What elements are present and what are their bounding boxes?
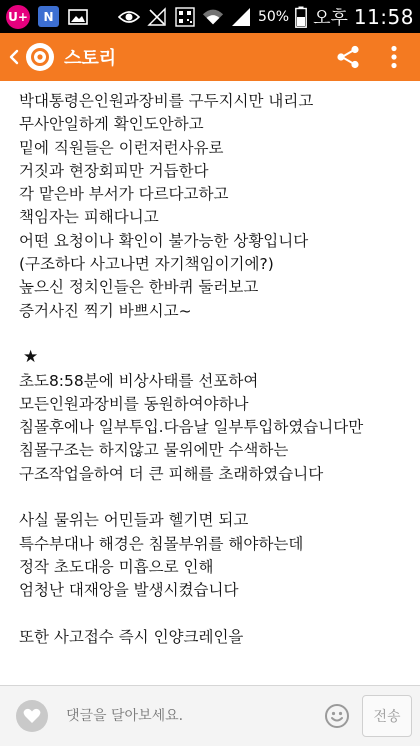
emoji-button[interactable]	[322, 701, 352, 731]
text-line: 밑에 직원들은 이런저런사유로	[19, 138, 224, 157]
back-button[interactable]	[4, 33, 24, 81]
star-marker: ★	[23, 347, 39, 368]
text-line: 구조작업을하여 더 큰 피해를 초래하였습니다	[19, 464, 324, 483]
text-line: (구조하다 사고나면 자기책임이기에?)	[19, 255, 274, 274]
status-bar	[0, 0, 420, 33]
ampm-label: 오후	[313, 7, 348, 29]
text-line: 책임자는 피해다니고	[19, 208, 159, 227]
text-line: 박대통령은인원과장비를 구두지시만 내리고	[19, 92, 314, 110]
text-line: 사실 물위는 어민들과 헬기면 되고	[19, 511, 249, 530]
eye-icon	[118, 6, 140, 28]
battery-icon	[295, 6, 307, 28]
signal-off-icon	[146, 6, 168, 28]
text-line: 높으신 정치인들은 한바퀴 둘러보고	[19, 278, 259, 297]
text-line: 초도8:58분에 비상사태를 선포하여	[19, 371, 259, 390]
back-icon	[9, 49, 19, 65]
heart-icon	[23, 708, 41, 724]
send-button[interactable]: 전송	[362, 695, 412, 737]
blank-line	[19, 603, 420, 626]
signal-icon	[230, 6, 252, 28]
text-line: 침몰구조는 하지않고 물위에만 수색하는	[19, 441, 289, 460]
text-line: 특수부대나 해경은 침몰부위를 해야하는데	[19, 534, 304, 553]
text-line: 증거사진 찍기 바쁘시고~	[19, 301, 192, 320]
clock: 11:58	[353, 4, 414, 29]
wifi-icon	[202, 6, 224, 28]
comment-input[interactable]	[66, 708, 266, 724]
uplus-icon: U+	[6, 5, 30, 29]
status-bar-left	[0, 5, 89, 29]
more-menu-button[interactable]	[372, 33, 416, 81]
app-bar	[0, 33, 420, 81]
comment-bar	[0, 685, 420, 746]
text-line: 정작 초도대응 미흡으로 인해	[19, 557, 214, 576]
story-logo-icon[interactable]	[26, 43, 54, 71]
share-icon	[335, 44, 361, 70]
status-bar-right	[118, 4, 420, 30]
text-line: 엄청난 대재앙을 발생시켰습니다	[19, 581, 239, 600]
like-button[interactable]	[16, 700, 48, 732]
blank-line	[19, 323, 420, 346]
qr-icon	[174, 6, 196, 28]
more-vert-icon	[390, 45, 398, 69]
text-line: 모든인원과장비를 동원하여야하나	[19, 394, 249, 413]
n-icon: N	[38, 6, 59, 27]
text-line: 또한 사고접수 즉시 인양크레인을	[19, 627, 244, 646]
share-button[interactable]	[324, 33, 372, 81]
gallery-icon	[67, 6, 89, 28]
emoji-icon	[324, 703, 350, 729]
blank-line	[19, 486, 420, 509]
story-content[interactable]	[0, 81, 420, 685]
text-line: 어떤 요청이나 확인이 불가능한 상황입니다	[19, 231, 309, 250]
text-line: 거짓과 현장회피만 거듭한다	[19, 161, 209, 180]
page-title: 스토리	[64, 48, 117, 69]
text-line: 각 맡은바 부서가 다르다고하고	[19, 185, 229, 204]
battery-percent: 50%	[257, 8, 290, 25]
text-line: 무사안일하게 확인도안하고	[19, 115, 204, 134]
text-line: 침몰후에나 일부투입.다음날 일부투입하였습니다만	[19, 418, 364, 437]
